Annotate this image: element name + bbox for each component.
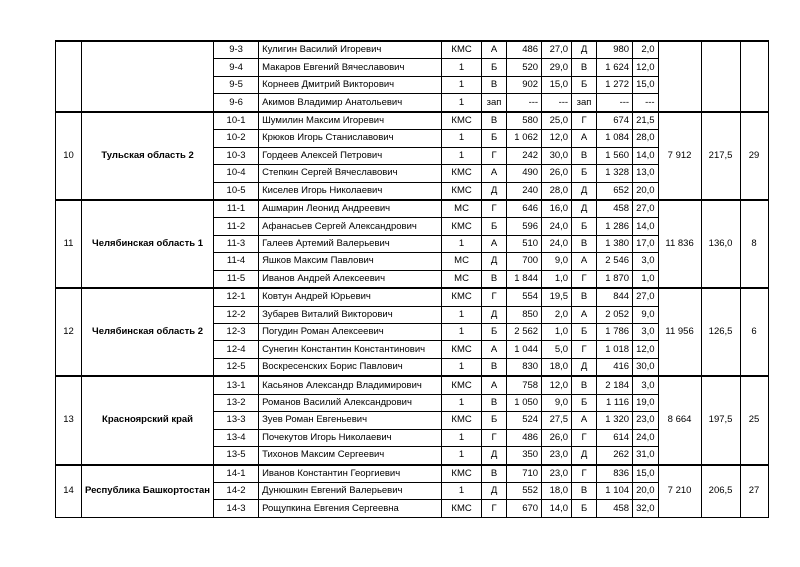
cell-p2: 3,0 (633, 324, 659, 341)
cell-d1: Б (482, 412, 507, 429)
cell-p2: 14,0 (633, 218, 659, 235)
cell-v1: 2 562 (507, 324, 542, 341)
cell-rank: 1 (442, 147, 482, 164)
cell-name: Афанасьев Сергей Александрович (259, 218, 442, 235)
cell-d2: А (572, 412, 597, 429)
cell-v2: 2 184 (597, 376, 633, 394)
cell-p1: 9,0 (542, 394, 572, 411)
cell-v2: 614 (597, 429, 633, 446)
cell-p1: 18,0 (542, 358, 572, 376)
cell-d1: В (482, 394, 507, 411)
team-place: 12 (56, 288, 82, 376)
cell-p2: 15,0 (633, 76, 659, 93)
cell-p2: 21,5 (633, 112, 659, 130)
table-row (56, 112, 769, 130)
cell-rank: 1 (442, 235, 482, 252)
team-final-place (740, 41, 768, 112)
cell-d1: зап (482, 94, 507, 112)
cell-p1: 25,0 (542, 112, 572, 130)
results-table (55, 40, 769, 518)
cell-v1: 700 (507, 253, 542, 270)
cell-v2: 2 052 (597, 306, 633, 323)
team-total: 11 836 (658, 200, 701, 288)
cell-v2: 1 870 (597, 270, 633, 288)
cell-rank: КМС (442, 500, 482, 517)
cell-name: Ковтун Андрей Юрьевич (259, 288, 442, 306)
cell-v1: 830 (507, 358, 542, 376)
cell-d2: Б (572, 500, 597, 517)
team-group (56, 200, 769, 288)
cell-p1: 9,0 (542, 253, 572, 270)
cell-p2: 28,0 (633, 130, 659, 147)
cell-name: Ашмарин Леонид Андреевич (259, 200, 442, 218)
cell-d2: Г (572, 112, 597, 130)
cell-v1: 670 (507, 500, 542, 517)
cell-d2: Д (572, 200, 597, 218)
cell-p2: 32,0 (633, 500, 659, 517)
cell-name: Касьянов Александр Владимирович (259, 376, 442, 394)
cell-name: Степкин Сергей Вячеславович (259, 165, 442, 182)
cell-v2: 458 (597, 200, 633, 218)
cell-d1: А (482, 165, 507, 182)
cell-v2: 1 560 (597, 147, 633, 164)
cell-p1: 12,0 (542, 376, 572, 394)
cell-num: 11-5 (214, 270, 259, 288)
cell-d1: Б (482, 324, 507, 341)
cell-d2: Д (572, 41, 597, 59)
cell-v1: 486 (507, 429, 542, 446)
cell-num: 9-5 (214, 76, 259, 93)
cell-v1: 710 (507, 465, 542, 483)
cell-p2: 20,0 (633, 182, 659, 200)
cell-v2: 1 272 (597, 76, 633, 93)
cell-d1: Б (482, 59, 507, 76)
team-place: 13 (56, 376, 82, 464)
cell-rank: КМС (442, 376, 482, 394)
cell-v1: 1 044 (507, 341, 542, 358)
cell-p1: 30,0 (542, 147, 572, 164)
cell-d1: А (482, 341, 507, 358)
cell-v2: 1 624 (597, 59, 633, 76)
team-points: 206,5 (701, 465, 740, 518)
table-row (56, 200, 769, 218)
cell-num: 11-2 (214, 218, 259, 235)
cell-v2: 1 328 (597, 165, 633, 182)
cell-d2: Г (572, 341, 597, 358)
cell-d1: А (482, 376, 507, 394)
table-row (56, 288, 769, 306)
team-place: 10 (56, 112, 82, 200)
cell-v2: 1 104 (597, 482, 633, 499)
cell-p2: 1,0 (633, 270, 659, 288)
cell-num: 10-3 (214, 147, 259, 164)
cell-p2: 2,0 (633, 41, 659, 59)
team-total: 11 956 (658, 288, 701, 376)
table-row (56, 376, 769, 394)
team-group (56, 112, 769, 200)
cell-d1: А (482, 235, 507, 252)
cell-v2: 1 286 (597, 218, 633, 235)
cell-d2: В (572, 288, 597, 306)
cell-name: Дунюшкин Евгений Валерьевич (259, 482, 442, 499)
cell-d1: Д (482, 447, 507, 465)
team-points: 126,5 (701, 288, 740, 376)
cell-v1: 510 (507, 235, 542, 252)
team-points: 136,0 (701, 200, 740, 288)
cell-p1: 19,5 (542, 288, 572, 306)
cell-d2: А (572, 253, 597, 270)
cell-d2: В (572, 235, 597, 252)
team-final-place: 29 (740, 112, 768, 200)
cell-v2: 674 (597, 112, 633, 130)
cell-p2: 27,0 (633, 200, 659, 218)
team-group (56, 376, 769, 464)
cell-v2: 1 084 (597, 130, 633, 147)
cell-v2: 262 (597, 447, 633, 465)
cell-v1: 490 (507, 165, 542, 182)
cell-p2: 15,0 (633, 465, 659, 483)
cell-v1: 524 (507, 412, 542, 429)
cell-p1: 15,0 (542, 76, 572, 93)
cell-v1: 902 (507, 76, 542, 93)
cell-d2: Г (572, 270, 597, 288)
cell-name: Зуев Роман Евгеньевич (259, 412, 442, 429)
cell-p2: 24,0 (633, 429, 659, 446)
cell-num: 14-2 (214, 482, 259, 499)
cell-num: 12-4 (214, 341, 259, 358)
cell-d1: Г (482, 147, 507, 164)
cell-rank: 1 (442, 358, 482, 376)
cell-d1: Г (482, 500, 507, 517)
cell-p1: 28,0 (542, 182, 572, 200)
cell-num: 13-3 (214, 412, 259, 429)
cell-d2: В (572, 147, 597, 164)
cell-d1: В (482, 270, 507, 288)
cell-v1: 580 (507, 112, 542, 130)
table-row (56, 465, 769, 483)
cell-p1: 1,0 (542, 324, 572, 341)
cell-p1: 23,0 (542, 447, 572, 465)
cell-p1: 16,0 (542, 200, 572, 218)
cell-v2: 844 (597, 288, 633, 306)
cell-v1: 520 (507, 59, 542, 76)
cell-name: Романов Василий Александрович (259, 394, 442, 411)
cell-d2: В (572, 376, 597, 394)
cell-v1: 554 (507, 288, 542, 306)
cell-name: Сунегин Константин Константинович (259, 341, 442, 358)
cell-name: Яшков Максим Павлович (259, 253, 442, 270)
cell-rank: КМС (442, 465, 482, 483)
cell-d2: Б (572, 218, 597, 235)
cell-num: 12-3 (214, 324, 259, 341)
team-total: 7 912 (658, 112, 701, 200)
cell-v1: 1 062 (507, 130, 542, 147)
cell-p2: 12,0 (633, 59, 659, 76)
cell-p1: 27,0 (542, 41, 572, 59)
cell-num: 9-3 (214, 41, 259, 59)
cell-d1: А (482, 41, 507, 59)
cell-name: Галеев Артемий Валерьевич (259, 235, 442, 252)
cell-d2: Д (572, 182, 597, 200)
cell-name: Воскресенских Борис Павлович (259, 358, 442, 376)
cell-p1: 24,0 (542, 235, 572, 252)
cell-name: Иванов Андрей Алексеевич (259, 270, 442, 288)
cell-v1: 1 050 (507, 394, 542, 411)
cell-num: 14-1 (214, 465, 259, 483)
cell-name: Шумилин Максим Игоревич (259, 112, 442, 130)
team-points: 197,5 (701, 376, 740, 464)
cell-p1: 27,5 (542, 412, 572, 429)
cell-rank: КМС (442, 182, 482, 200)
cell-name: Макаров Евгений Вячеславович (259, 59, 442, 76)
cell-p2: 9,0 (633, 306, 659, 323)
cell-v2: 458 (597, 500, 633, 517)
cell-name: Киселев Игорь Николаевич (259, 182, 442, 200)
cell-p1: --- (542, 94, 572, 112)
cell-d1: Г (482, 200, 507, 218)
cell-p1: 1,0 (542, 270, 572, 288)
team-place (56, 41, 82, 112)
cell-v1: 1 844 (507, 270, 542, 288)
team-name: Республика Башкортостан (82, 465, 214, 518)
cell-d1: В (482, 76, 507, 93)
cell-p1: 26,0 (542, 429, 572, 446)
team-name (82, 41, 214, 112)
cell-rank: МС (442, 200, 482, 218)
cell-p1: 23,0 (542, 465, 572, 483)
cell-rank: МС (442, 270, 482, 288)
cell-num: 13-2 (214, 394, 259, 411)
cell-p1: 12,0 (542, 130, 572, 147)
cell-d2: А (572, 130, 597, 147)
cell-num: 14-3 (214, 500, 259, 517)
team-final-place: 25 (740, 376, 768, 464)
cell-rank: 1 (442, 324, 482, 341)
cell-rank: КМС (442, 165, 482, 182)
team-points (701, 41, 740, 112)
cell-rank: 1 (442, 306, 482, 323)
cell-d1: Г (482, 429, 507, 446)
cell-name: Кулигин Василий Игоревич (259, 41, 442, 59)
cell-p2: 13,0 (633, 165, 659, 182)
cell-num: 13-5 (214, 447, 259, 465)
cell-p1: 18,0 (542, 482, 572, 499)
cell-v1: --- (507, 94, 542, 112)
cell-rank: КМС (442, 112, 482, 130)
cell-d2: В (572, 59, 597, 76)
cell-num: 13-4 (214, 429, 259, 446)
cell-num: 10-1 (214, 112, 259, 130)
cell-d1: Д (482, 482, 507, 499)
cell-d1: В (482, 112, 507, 130)
team-name: Красноярский край (82, 376, 214, 464)
cell-num: 10-5 (214, 182, 259, 200)
cell-d1: Б (482, 130, 507, 147)
cell-num: 10-4 (214, 165, 259, 182)
cell-name: Крюков Игорь Станиславович (259, 130, 442, 147)
cell-v2: 1 320 (597, 412, 633, 429)
cell-p1: 5,0 (542, 341, 572, 358)
cell-v2: 1 116 (597, 394, 633, 411)
cell-d2: Д (572, 358, 597, 376)
cell-d2: Г (572, 465, 597, 483)
table-row (56, 41, 769, 59)
cell-rank: 1 (442, 429, 482, 446)
cell-p2: 20,0 (633, 482, 659, 499)
cell-name: Иванов Константин Георгиевич (259, 465, 442, 483)
cell-rank: КМС (442, 218, 482, 235)
cell-name: Погудин Роман Алексеевич (259, 324, 442, 341)
cell-num: 9-4 (214, 59, 259, 76)
cell-name: Гордеев Алексей Петрович (259, 147, 442, 164)
cell-p2: 14,0 (633, 147, 659, 164)
cell-p1: 24,0 (542, 218, 572, 235)
cell-v1: 850 (507, 306, 542, 323)
team-name: Тульская область 2 (82, 112, 214, 200)
cell-name: Рощупкина Евгения Сергеевна (259, 500, 442, 517)
cell-rank: 1 (442, 76, 482, 93)
cell-d1: В (482, 465, 507, 483)
cell-d1: Г (482, 288, 507, 306)
cell-rank: МС (442, 253, 482, 270)
cell-v1: 242 (507, 147, 542, 164)
cell-p2: 3,0 (633, 376, 659, 394)
cell-num: 12-1 (214, 288, 259, 306)
cell-d2: Б (572, 165, 597, 182)
cell-name: Корнеев Дмитрий Викторович (259, 76, 442, 93)
cell-name: Зубарев Виталий Викторович (259, 306, 442, 323)
cell-d1: Д (482, 253, 507, 270)
cell-num: 11-1 (214, 200, 259, 218)
cell-v1: 758 (507, 376, 542, 394)
team-place: 11 (56, 200, 82, 288)
cell-rank: 1 (442, 94, 482, 112)
cell-rank: 1 (442, 59, 482, 76)
cell-name: Тихонов Максим Сергеевич (259, 447, 442, 465)
cell-num: 11-4 (214, 253, 259, 270)
cell-d2: А (572, 306, 597, 323)
cell-v2: --- (597, 94, 633, 112)
cell-num: 12-5 (214, 358, 259, 376)
team-name: Челябинская область 1 (82, 200, 214, 288)
cell-p2: 19,0 (633, 394, 659, 411)
cell-d1: Д (482, 306, 507, 323)
cell-p1: 29,0 (542, 59, 572, 76)
cell-v1: 350 (507, 447, 542, 465)
cell-rank: КМС (442, 341, 482, 358)
cell-d2: Б (572, 394, 597, 411)
cell-name: Акимов Владимир Анатольевич (259, 94, 442, 112)
cell-v2: 1 018 (597, 341, 633, 358)
cell-p2: 27,0 (633, 288, 659, 306)
cell-rank: 1 (442, 130, 482, 147)
team-points: 217,5 (701, 112, 740, 200)
team-final-place: 6 (740, 288, 768, 376)
cell-rank: КМС (442, 41, 482, 59)
cell-v2: 416 (597, 358, 633, 376)
cell-num: 11-3 (214, 235, 259, 252)
team-group (56, 465, 769, 518)
team-total: 8 664 (658, 376, 701, 464)
cell-v2: 652 (597, 182, 633, 200)
cell-v1: 646 (507, 200, 542, 218)
team-name: Челябинская область 2 (82, 288, 214, 376)
cell-num: 10-2 (214, 130, 259, 147)
cell-p2: 31,0 (633, 447, 659, 465)
cell-d1: Б (482, 218, 507, 235)
cell-d2: Б (572, 76, 597, 93)
cell-name: Почекутов Игорь Николаевич (259, 429, 442, 446)
cell-p1: 2,0 (542, 306, 572, 323)
cell-v2: 1 380 (597, 235, 633, 252)
cell-p2: 12,0 (633, 341, 659, 358)
cell-p2: 3,0 (633, 253, 659, 270)
cell-num: 9-6 (214, 94, 259, 112)
cell-d2: Д (572, 447, 597, 465)
cell-rank: КМС (442, 412, 482, 429)
cell-v1: 486 (507, 41, 542, 59)
cell-p2: --- (633, 94, 659, 112)
team-group (56, 41, 769, 112)
cell-v2: 1 786 (597, 324, 633, 341)
cell-d2: Б (572, 324, 597, 341)
team-final-place: 27 (740, 465, 768, 518)
cell-rank: 1 (442, 447, 482, 465)
cell-rank: 1 (442, 482, 482, 499)
cell-v2: 980 (597, 41, 633, 59)
cell-num: 12-2 (214, 306, 259, 323)
cell-p1: 14,0 (542, 500, 572, 517)
cell-d2: В (572, 482, 597, 499)
cell-p1: 26,0 (542, 165, 572, 182)
team-group (56, 288, 769, 376)
cell-d1: Д (482, 182, 507, 200)
cell-p2: 23,0 (633, 412, 659, 429)
cell-num: 13-1 (214, 376, 259, 394)
team-place: 14 (56, 465, 82, 518)
cell-d2: зап (572, 94, 597, 112)
cell-v1: 596 (507, 218, 542, 235)
cell-v1: 240 (507, 182, 542, 200)
team-final-place: 8 (740, 200, 768, 288)
cell-v2: 836 (597, 465, 633, 483)
cell-v2: 2 546 (597, 253, 633, 270)
cell-rank: КМС (442, 288, 482, 306)
cell-d1: В (482, 358, 507, 376)
team-total: 7 210 (658, 465, 701, 518)
team-total (658, 41, 701, 112)
cell-d2: Г (572, 429, 597, 446)
cell-rank: 1 (442, 394, 482, 411)
cell-p2: 17,0 (633, 235, 659, 252)
cell-v1: 552 (507, 482, 542, 499)
cell-p2: 30,0 (633, 358, 659, 376)
